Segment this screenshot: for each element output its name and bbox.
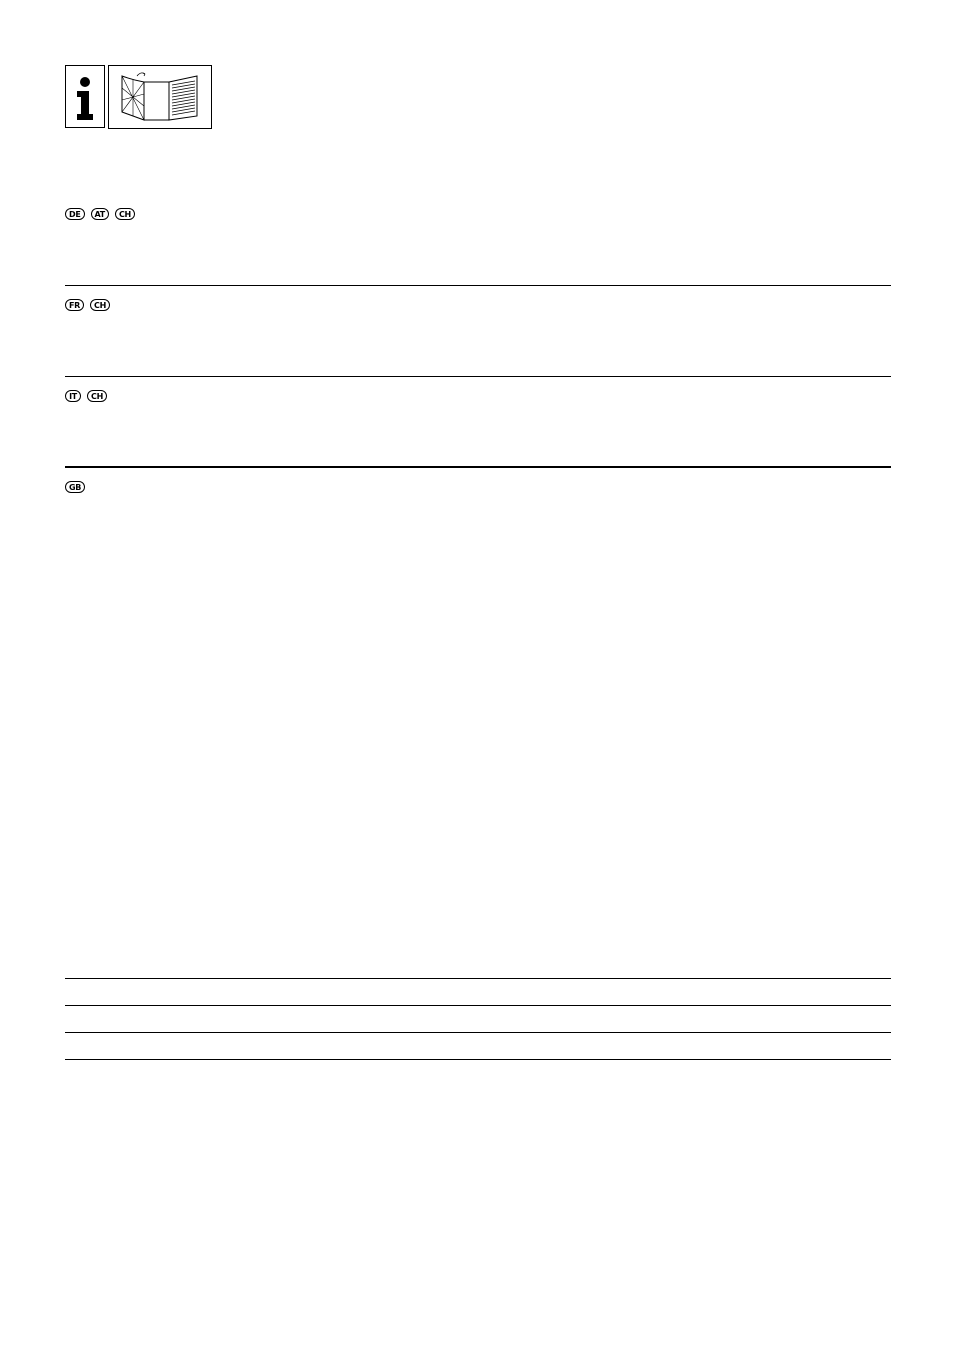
- country-badge-ch: CH: [90, 299, 110, 311]
- country-badge-it: IT: [65, 390, 81, 402]
- fold-out-illustration: [109, 66, 211, 128]
- section-divider: [65, 285, 891, 286]
- country-badges-it-ch: [65, 390, 107, 402]
- footer-line: [65, 978, 891, 979]
- footer-line: [65, 1005, 891, 1006]
- info-icon: [65, 65, 105, 128]
- section-divider: [65, 376, 891, 377]
- country-badges-de-at-ch: [65, 208, 135, 220]
- country-badge-ch: CH: [115, 208, 135, 220]
- country-badges-gb: [65, 481, 85, 493]
- country-badge-at: AT: [91, 208, 109, 220]
- country-badges-fr-ch: [65, 299, 110, 311]
- section-divider: [65, 466, 891, 468]
- country-badge-ch: CH: [87, 390, 107, 402]
- country-badge-fr: FR: [65, 299, 84, 311]
- info-letter-glyph: [66, 66, 104, 127]
- footer-line: [65, 1032, 891, 1033]
- fold-out-page-icon: [108, 65, 212, 129]
- country-badge-gb: GB: [65, 481, 85, 493]
- footer-line: [65, 1059, 891, 1060]
- country-badge-de: DE: [65, 208, 85, 220]
